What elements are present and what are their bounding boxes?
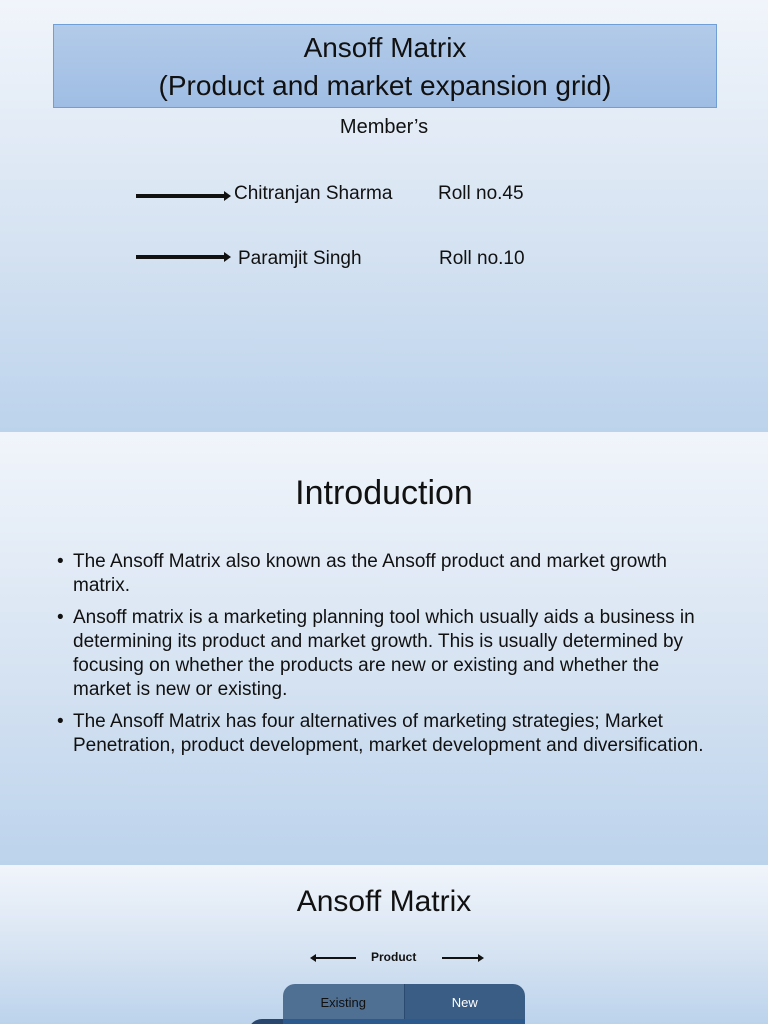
member-name: Paramjit Singh xyxy=(238,248,362,269)
axis-label: Product xyxy=(371,950,417,964)
slide-introduction xyxy=(0,432,768,865)
member-roll: Roll no.10 xyxy=(439,248,525,269)
matrix-col-new: New xyxy=(404,984,526,1024)
member-name: Chitranjan Sharma xyxy=(234,183,393,204)
arrow-right-icon xyxy=(442,957,482,959)
bullet-item: • Ansoff matrix is a marketing planning tool which usually aids a business in determining its product and market growth. This is usually determined by focusing on whether the products are new or existing and whether the market is new or existing. xyxy=(57,606,717,702)
title-line-2: (Product and market expansion grid) xyxy=(158,70,612,101)
matrix-header xyxy=(283,984,525,1024)
title-line-1: Ansoff Matrix xyxy=(303,32,467,63)
title-box xyxy=(53,24,717,108)
member-roll: Roll no.45 xyxy=(438,183,524,204)
slide-heading: Ansoff Matrix xyxy=(296,885,472,918)
matrix-col-existing: Existing xyxy=(283,984,404,1024)
bullet-list xyxy=(57,550,717,766)
slide-title xyxy=(0,0,768,432)
arrow-icon xyxy=(136,255,228,259)
arrow-left-icon xyxy=(312,957,356,959)
bullet-item: • The Ansoff Matrix has four alternatives of marketing strategies; Market Penetration, product development, market development and diversification. xyxy=(57,710,717,758)
members-heading: Member’s xyxy=(339,116,429,138)
slide-ansoff-matrix xyxy=(0,865,768,1024)
matrix-divider xyxy=(283,1019,525,1024)
slide-heading: Introduction xyxy=(295,474,473,512)
arrow-icon xyxy=(136,194,228,198)
bullet-item: • The Ansoff Matrix also known as the Ansoff product and market growth matrix. xyxy=(57,550,717,598)
